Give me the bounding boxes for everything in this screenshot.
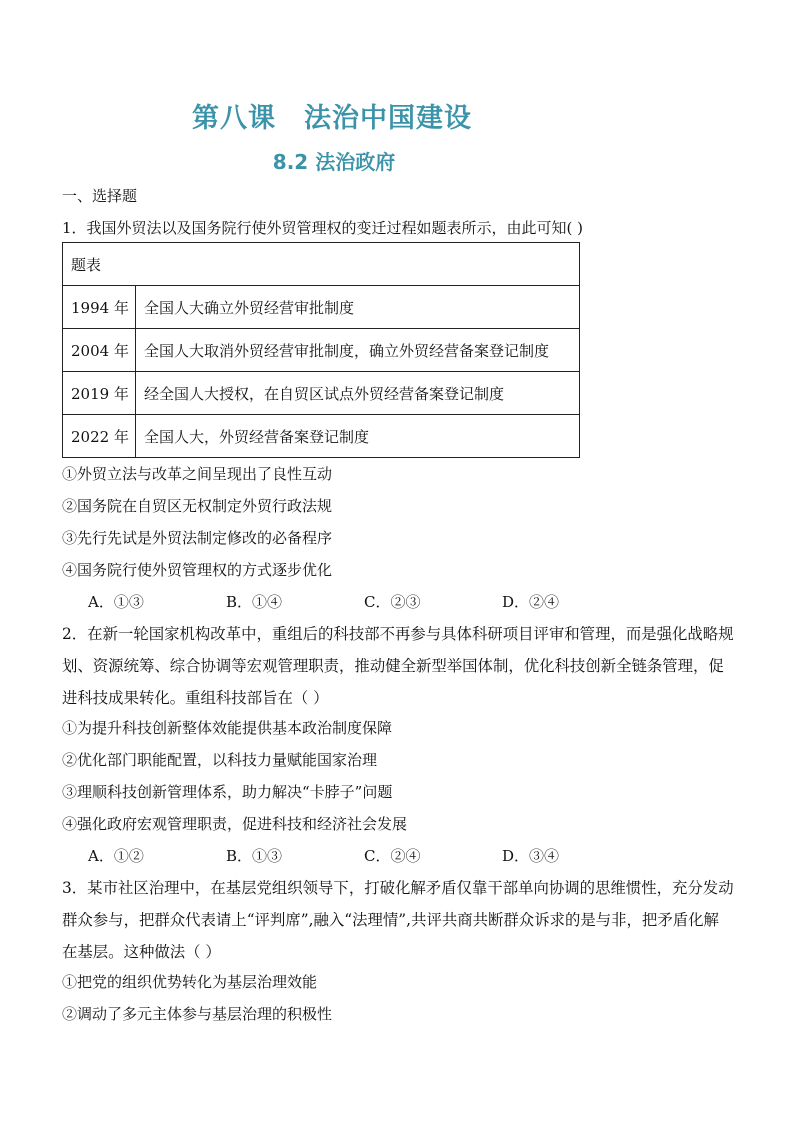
question-1-statement-2: ②国务院在自贸区无权制定外贸行政法规 xyxy=(62,497,333,515)
table-row xyxy=(63,329,580,372)
question-3-statement-2: ②调动了多元主体参与基层治理的积极性 xyxy=(62,1005,333,1023)
option-d[interactable]: D．②④ xyxy=(502,593,560,611)
question-1-statement-1: ①外贸立法与改革之间呈现出了良性互动 xyxy=(62,465,333,483)
page-subtitle: 8.2 法治政府 xyxy=(272,150,396,174)
option-a[interactable]: A．①③ xyxy=(88,593,144,611)
table-caption-row xyxy=(63,243,580,286)
question-2-statement-2: ②优化部门职能配置，以科技力量赋能国家治理 xyxy=(62,751,378,769)
table-event: 全国人大取消外贸经营审批制度，确立外贸经营备案登记制度 xyxy=(135,329,579,372)
question-2-statement-4: ④强化政府宏观管理职责，促进科技和经济社会发展 xyxy=(62,815,408,833)
table-event: 全国人大，外贸经营备案登记制度 xyxy=(135,415,579,458)
question-1-stem: 1．我国外贸法以及国务院行使外贸管理权的变迁过程如题表所示，由此可知( ) xyxy=(62,219,584,237)
option-d[interactable]: D．③④ xyxy=(502,847,560,865)
section-heading: 一、选择题 xyxy=(62,187,138,205)
option-a[interactable]: A．①② xyxy=(88,847,144,865)
option-b[interactable]: B．①④ xyxy=(226,593,283,611)
table-event: 全国人大确立外贸经营审批制度 xyxy=(135,286,579,329)
question-2-options xyxy=(88,846,640,866)
question-2-stem: 2．在新一轮国家机构改革中，重组后的科技部不再参与具体科研项目评审和管理，而是强化战略规划、资源统筹、综合协调等宏观管理职责，推动健全新型举国体制，优化科技创新全链条管理，促进科技成果转化。重组科技部旨在（ ） xyxy=(62,625,734,707)
page-title: 第八课 法治中国建设 xyxy=(192,103,472,134)
question-1-options xyxy=(88,592,640,612)
question-1-statement-4: ④国务院行使外贸管理权的方式逐步优化 xyxy=(62,561,333,579)
question-1-statement-3: ③先行先试是外贸法制定修改的必备程序 xyxy=(62,529,333,547)
table-row xyxy=(63,372,580,415)
question-1-table xyxy=(62,242,580,458)
table-event: 经全国人大授权，在自贸区试点外贸经营备案登记制度 xyxy=(135,372,579,415)
table-row xyxy=(63,415,580,458)
question-2-statement-1: ①为提升科技创新整体效能提供基本政治制度保障 xyxy=(62,719,393,737)
option-b[interactable]: B．①③ xyxy=(226,847,283,865)
option-c[interactable]: C．②④ xyxy=(364,847,421,865)
table-year: 2019 年 xyxy=(63,372,136,415)
question-3-stem: 3．某市社区治理中，在基层党组织领导下，打破化解矛盾仅靠干部单向协调的思维惯性，充分发动群众参与，把群众代表请上“评判席”,融入“法理情”,共评共商共断群众诉求的是与非，把矛盾化解在基层。这种做法（ ） xyxy=(62,879,734,961)
table-row xyxy=(63,286,580,329)
table-year: 2004 年 xyxy=(63,329,136,372)
question-3-statement-1: ①把党的组织优势转化为基层治理效能 xyxy=(62,973,318,991)
table-year: 1994 年 xyxy=(63,286,136,329)
table-caption: 题表 xyxy=(63,243,580,286)
option-c[interactable]: C．②③ xyxy=(364,593,421,611)
table-year: 2022 年 xyxy=(63,415,136,458)
question-2-statement-3: ③理顺科技创新管理体系，助力解决“卡脖子”问题 xyxy=(62,783,393,801)
